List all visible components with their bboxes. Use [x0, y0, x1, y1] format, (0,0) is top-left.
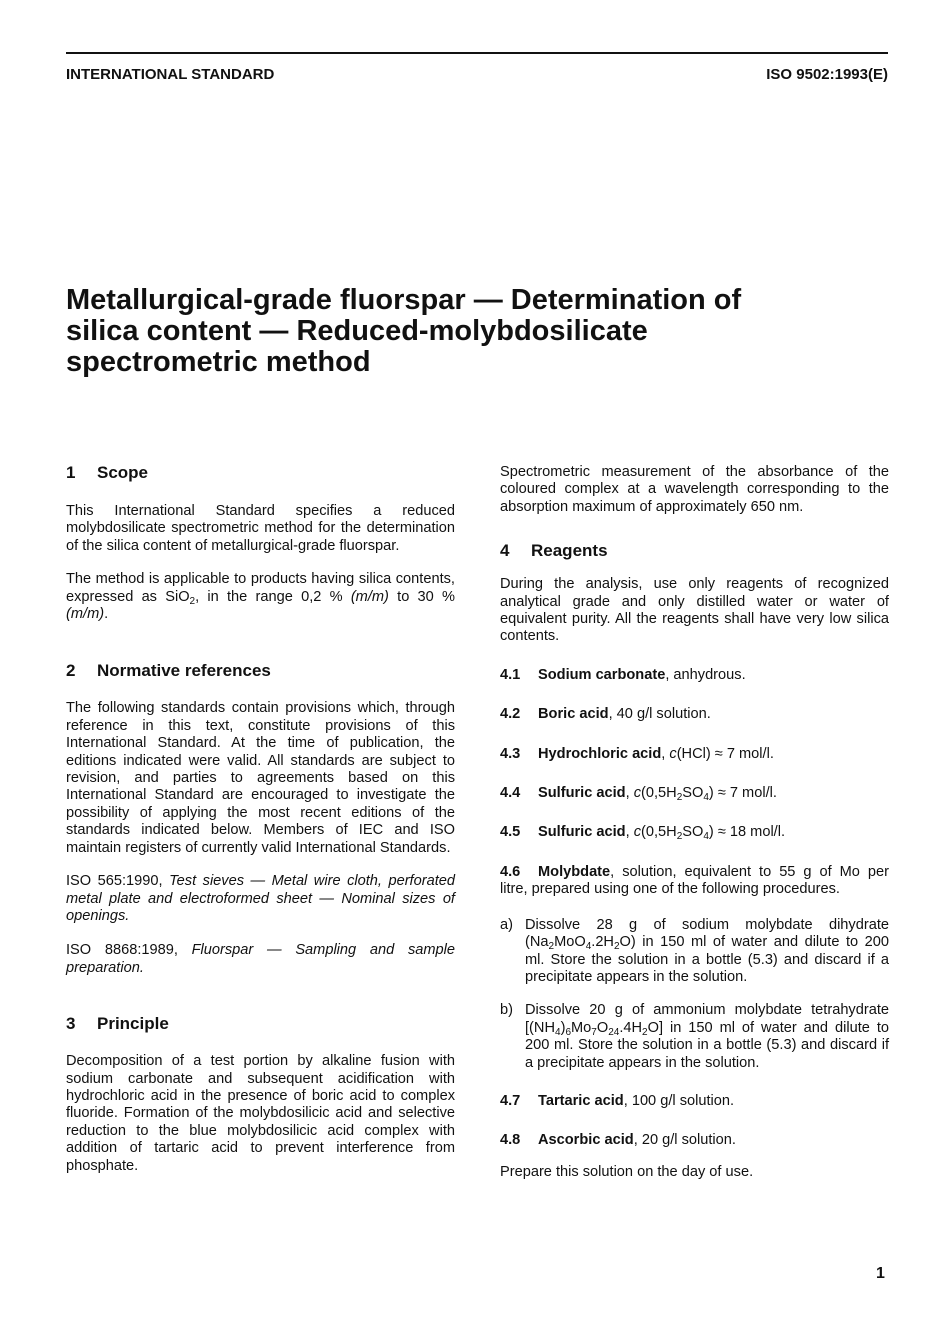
title-line-1: Metallurgical-grade fluorspar — Determination of [66, 284, 742, 316]
header-standard-number: ISO 9502:1993(E) [766, 66, 888, 83]
title-line-2: silica content — Reduced-molybdosilicate [66, 315, 648, 347]
header-standard-type: INTERNATIONAL STANDARD [66, 66, 275, 83]
reagent-4-6: 4.6 Molybdate, solution, equivalent to 55 g of Mo per litre, prepared using one of the following procedures. [500, 863, 889, 898]
page-number: 1 [876, 1265, 885, 1282]
molybdate-procedure-b: b) Dissolve 20 g of ammonium molybdate tetrahydrate $[(NH_4)_6Mo_7O_{24}.4H_2O]$ in 150 ml of water and dilute to 200 ml. Store the solution in a bottle (5.3) and discard if a precipitate appears in the solution. [500, 1002, 889, 1071]
ascorbic-acid-note: Prepare this solution on the day of use. [500, 1163, 754, 1180]
reagent-4-2: 4.2 Boric acid, 40 g/l solution. [500, 706, 711, 723]
reagent-4-7: 4.7 Tartaric acid, 100 g/l solution. [500, 1092, 735, 1109]
left-column [66, 462, 455, 1175]
right-column [500, 464, 889, 1181]
reference-iso-8868: ISO 8868:1989, Fluorspar — Sampling and sample preparation. [66, 942, 456, 976]
molybdate-procedure-a: a) Dissolve 28 g of sodium molybdate dihydrate $(Na_2MoO_4.2H_2O)$ in 150 ml of water and dilute to 200 ml. Store the solution in a bottle (5.3) and discard if a precipitate appears in the solution. [500, 916, 889, 985]
reagent-4-8: 4.8 Ascorbic acid, 20 g/l solution. [500, 1132, 736, 1149]
reference-iso-565: ISO 565:1990, Test sieves — Metal wire cloth, perforated metal plate and electroformed sheet — Nominal sizes of openings. [66, 873, 455, 924]
section-2-heading: 2 Normative references [66, 661, 271, 681]
reagents-intro: During the analysis, use only reagents of recognized analytical grade and only distilled water or water of equivalent purity. All the reagents shall have very low silica contents. [500, 576, 889, 645]
principle-paragraph-2: Spectrometric measurement of the absorbance of the coloured complex at a wavelength corresponding to the absorption maximum of approximately 650 nm. [500, 464, 889, 515]
section-1-heading: 1 Scope [66, 463, 149, 482]
section-3-heading: 3 Principle [66, 1014, 169, 1034]
reagent-4-1: 4.1 Sodium carbonate, anhydrous. [500, 666, 746, 683]
section-4-heading: 4 Reagents [500, 541, 608, 561]
reagent-4-3: 4.3 Hydrochloric acid, c(HCl) ≈ 7 mol/l. [500, 745, 774, 762]
scope-paragraph-1: This International Standard specifies a reduced molybdosilicate spectrometric method for the determination of the silica content of metallurgical-grade fluorspar. [66, 503, 455, 554]
normative-references-paragraph: The following standards contain provisions which, through reference in this text, constitute provisions of this International Standard. At the time of publication, the editions indicated were valid. All standards are subject to revision, and parties to agreements based on this International Standard are encouraged to investigate the possibility of applying the most recent editions of the standards indicated below. Members of IEC and ISO maintain registers of currently valid International Standards. [66, 700, 455, 856]
title-line-3: spectrometric method [66, 346, 371, 378]
principle-paragraph-1: Decomposition of a test portion by alkaline fusion with sodium carbonate and subsequent acidification with hydrochloric acid in the presence of boric acid to complex fluoride. Formation of the molybdosilicic acid and selective reduction to the blue molybdosilicic acid complex with addition of tartaric acid to prevent interference from phosphate. [66, 1053, 455, 1174]
header-rule [66, 52, 888, 54]
reagent-4-4: 4.4 Sulfuric acid, $c(0,5H_2SO_4) \approx 7$ mol/l. [500, 785, 777, 804]
document-title [66, 285, 846, 378]
reagent-4-5: 4.5 Sulfuric acid, $c(0,5H_2SO_4) \approx 18$ mol/l. [500, 824, 786, 843]
scope-paragraph-2: The method is applicable to products having silica contents, expressed as SiO$_2$, in the range 0,2 % (m/m) to 30 % (m/m). [66, 571, 455, 623]
